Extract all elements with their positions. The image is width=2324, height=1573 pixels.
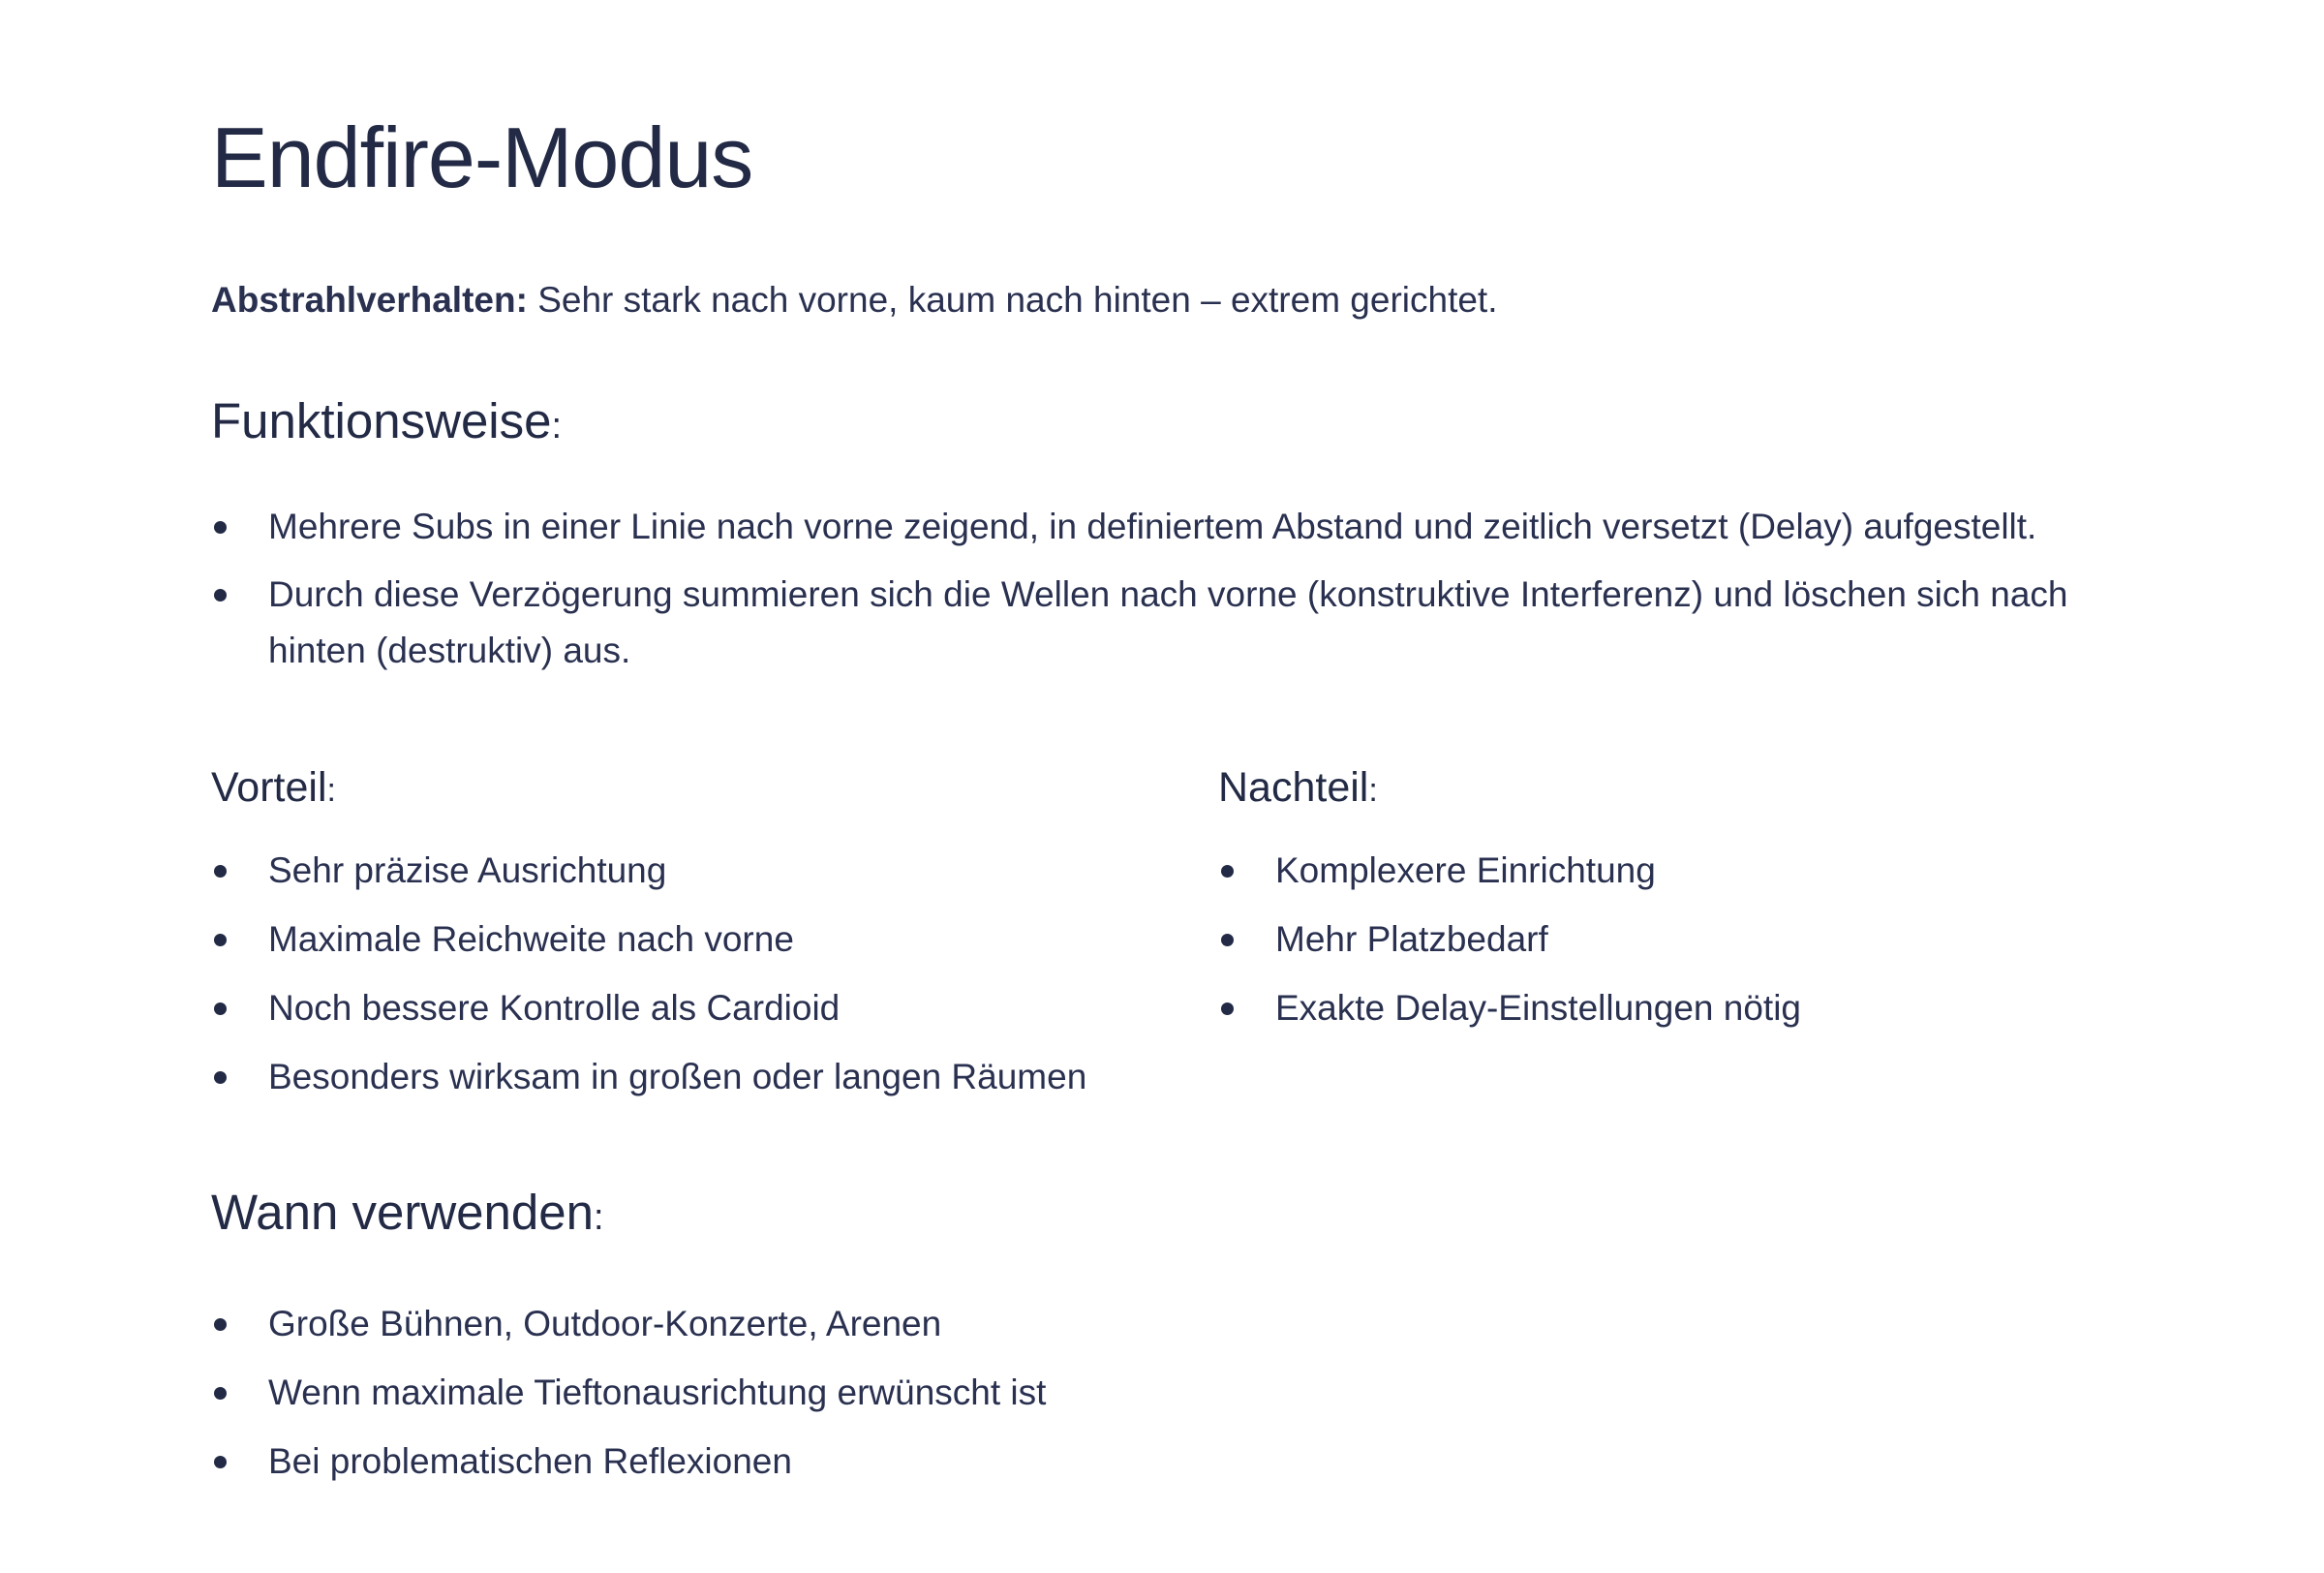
radiation-behavior-paragraph <box>211 273 1498 327</box>
bullet-icon <box>214 589 227 601</box>
list-item-text: Mehrere Subs in einer Linie nach vorne zeigend, in definiertem Abstand und zeitlich versetzt (Delay) aufgestellt. <box>268 507 2037 546</box>
list-item-text: Bei problematischen Reflexionen <box>268 1441 792 1481</box>
disadvantages-heading-text: Nachteil <box>1218 764 1369 811</box>
list-item-text: Besonders wirksam in großen oder langen Räumen <box>268 1057 1087 1096</box>
list-item <box>211 911 1179 968</box>
page-title: Endfire-Modus <box>211 109 753 205</box>
list-item <box>211 1049 1179 1105</box>
functionality-list <box>211 499 2148 691</box>
bullet-icon <box>214 1002 227 1015</box>
advantages-heading <box>211 760 1179 817</box>
list-item-text: Wenn maximale Tieftonausrichtung erwünscht ist <box>268 1373 1047 1412</box>
bullet-icon <box>214 521 227 534</box>
functionality-section <box>211 390 562 457</box>
bullet-icon <box>214 1071 227 1084</box>
when-to-use-list <box>211 1296 1567 1502</box>
bullet-icon <box>1221 865 1234 878</box>
functionality-heading-text: Funktionsweise <box>211 393 552 448</box>
list-item <box>211 1296 1567 1352</box>
functionality-heading <box>211 390 562 457</box>
bullet-icon <box>1221 1002 1234 1015</box>
list-item-text: Durch diese Verzögerung summieren sich die Wellen nach vorne (konstruktive Interferenz) und löschen sich nach hinten (destruktiv) aus. <box>268 574 2068 670</box>
list-item <box>211 1434 1567 1490</box>
list-item-text: Sehr präzise Ausrichtung <box>268 850 667 890</box>
advantages-heading-text: Vorteil <box>211 764 327 811</box>
list-item <box>211 499 2148 555</box>
advantages-heading-colon: : <box>326 772 336 809</box>
disadvantages-list <box>1218 843 2186 1036</box>
when-to-use-section <box>211 1182 604 1249</box>
bullet-icon <box>1221 934 1234 946</box>
when-to-use-heading <box>211 1182 604 1249</box>
bullet-icon <box>214 1387 227 1400</box>
list-item-text: Komplexere Einrichtung <box>1275 850 1656 890</box>
list-item-text: Noch bessere Kontrolle als Cardioid <box>268 988 841 1028</box>
list-item <box>1218 911 2186 968</box>
disadvantages-heading-colon: : <box>1368 772 1378 809</box>
disadvantages-heading <box>1218 760 2186 817</box>
when-to-use-heading-text: Wann verwenden <box>211 1185 595 1240</box>
list-item <box>211 567 2148 679</box>
when-to-use-heading-colon: : <box>594 1197 604 1238</box>
bullet-icon <box>214 934 227 946</box>
radiation-behavior-text: Sehr stark nach vorne, kaum nach hinten – extrem gerichtet. <box>527 280 1498 320</box>
advantages-column <box>211 760 1179 1118</box>
functionality-heading-colon: : <box>551 406 563 447</box>
list-item <box>1218 843 2186 899</box>
bullet-icon <box>214 1456 227 1468</box>
bullet-icon <box>214 865 227 878</box>
list-item-text: Mehr Platzbedarf <box>1275 919 1548 959</box>
bullet-icon <box>214 1318 227 1331</box>
list-item-text: Große Bühnen, Outdoor-Konzerte, Arenen <box>268 1304 942 1343</box>
advantages-list <box>211 843 1179 1105</box>
list-item-text: Exakte Delay-Einstellungen nötig <box>1275 988 1801 1028</box>
list-item <box>211 980 1179 1036</box>
disadvantages-column <box>1218 760 2186 1049</box>
list-item <box>211 1365 1567 1421</box>
list-item <box>1218 980 2186 1036</box>
list-item-text: Maximale Reichweite nach vorne <box>268 919 794 959</box>
list-item <box>211 843 1179 899</box>
radiation-behavior-label: Abstrahlverhalten: <box>211 280 528 320</box>
